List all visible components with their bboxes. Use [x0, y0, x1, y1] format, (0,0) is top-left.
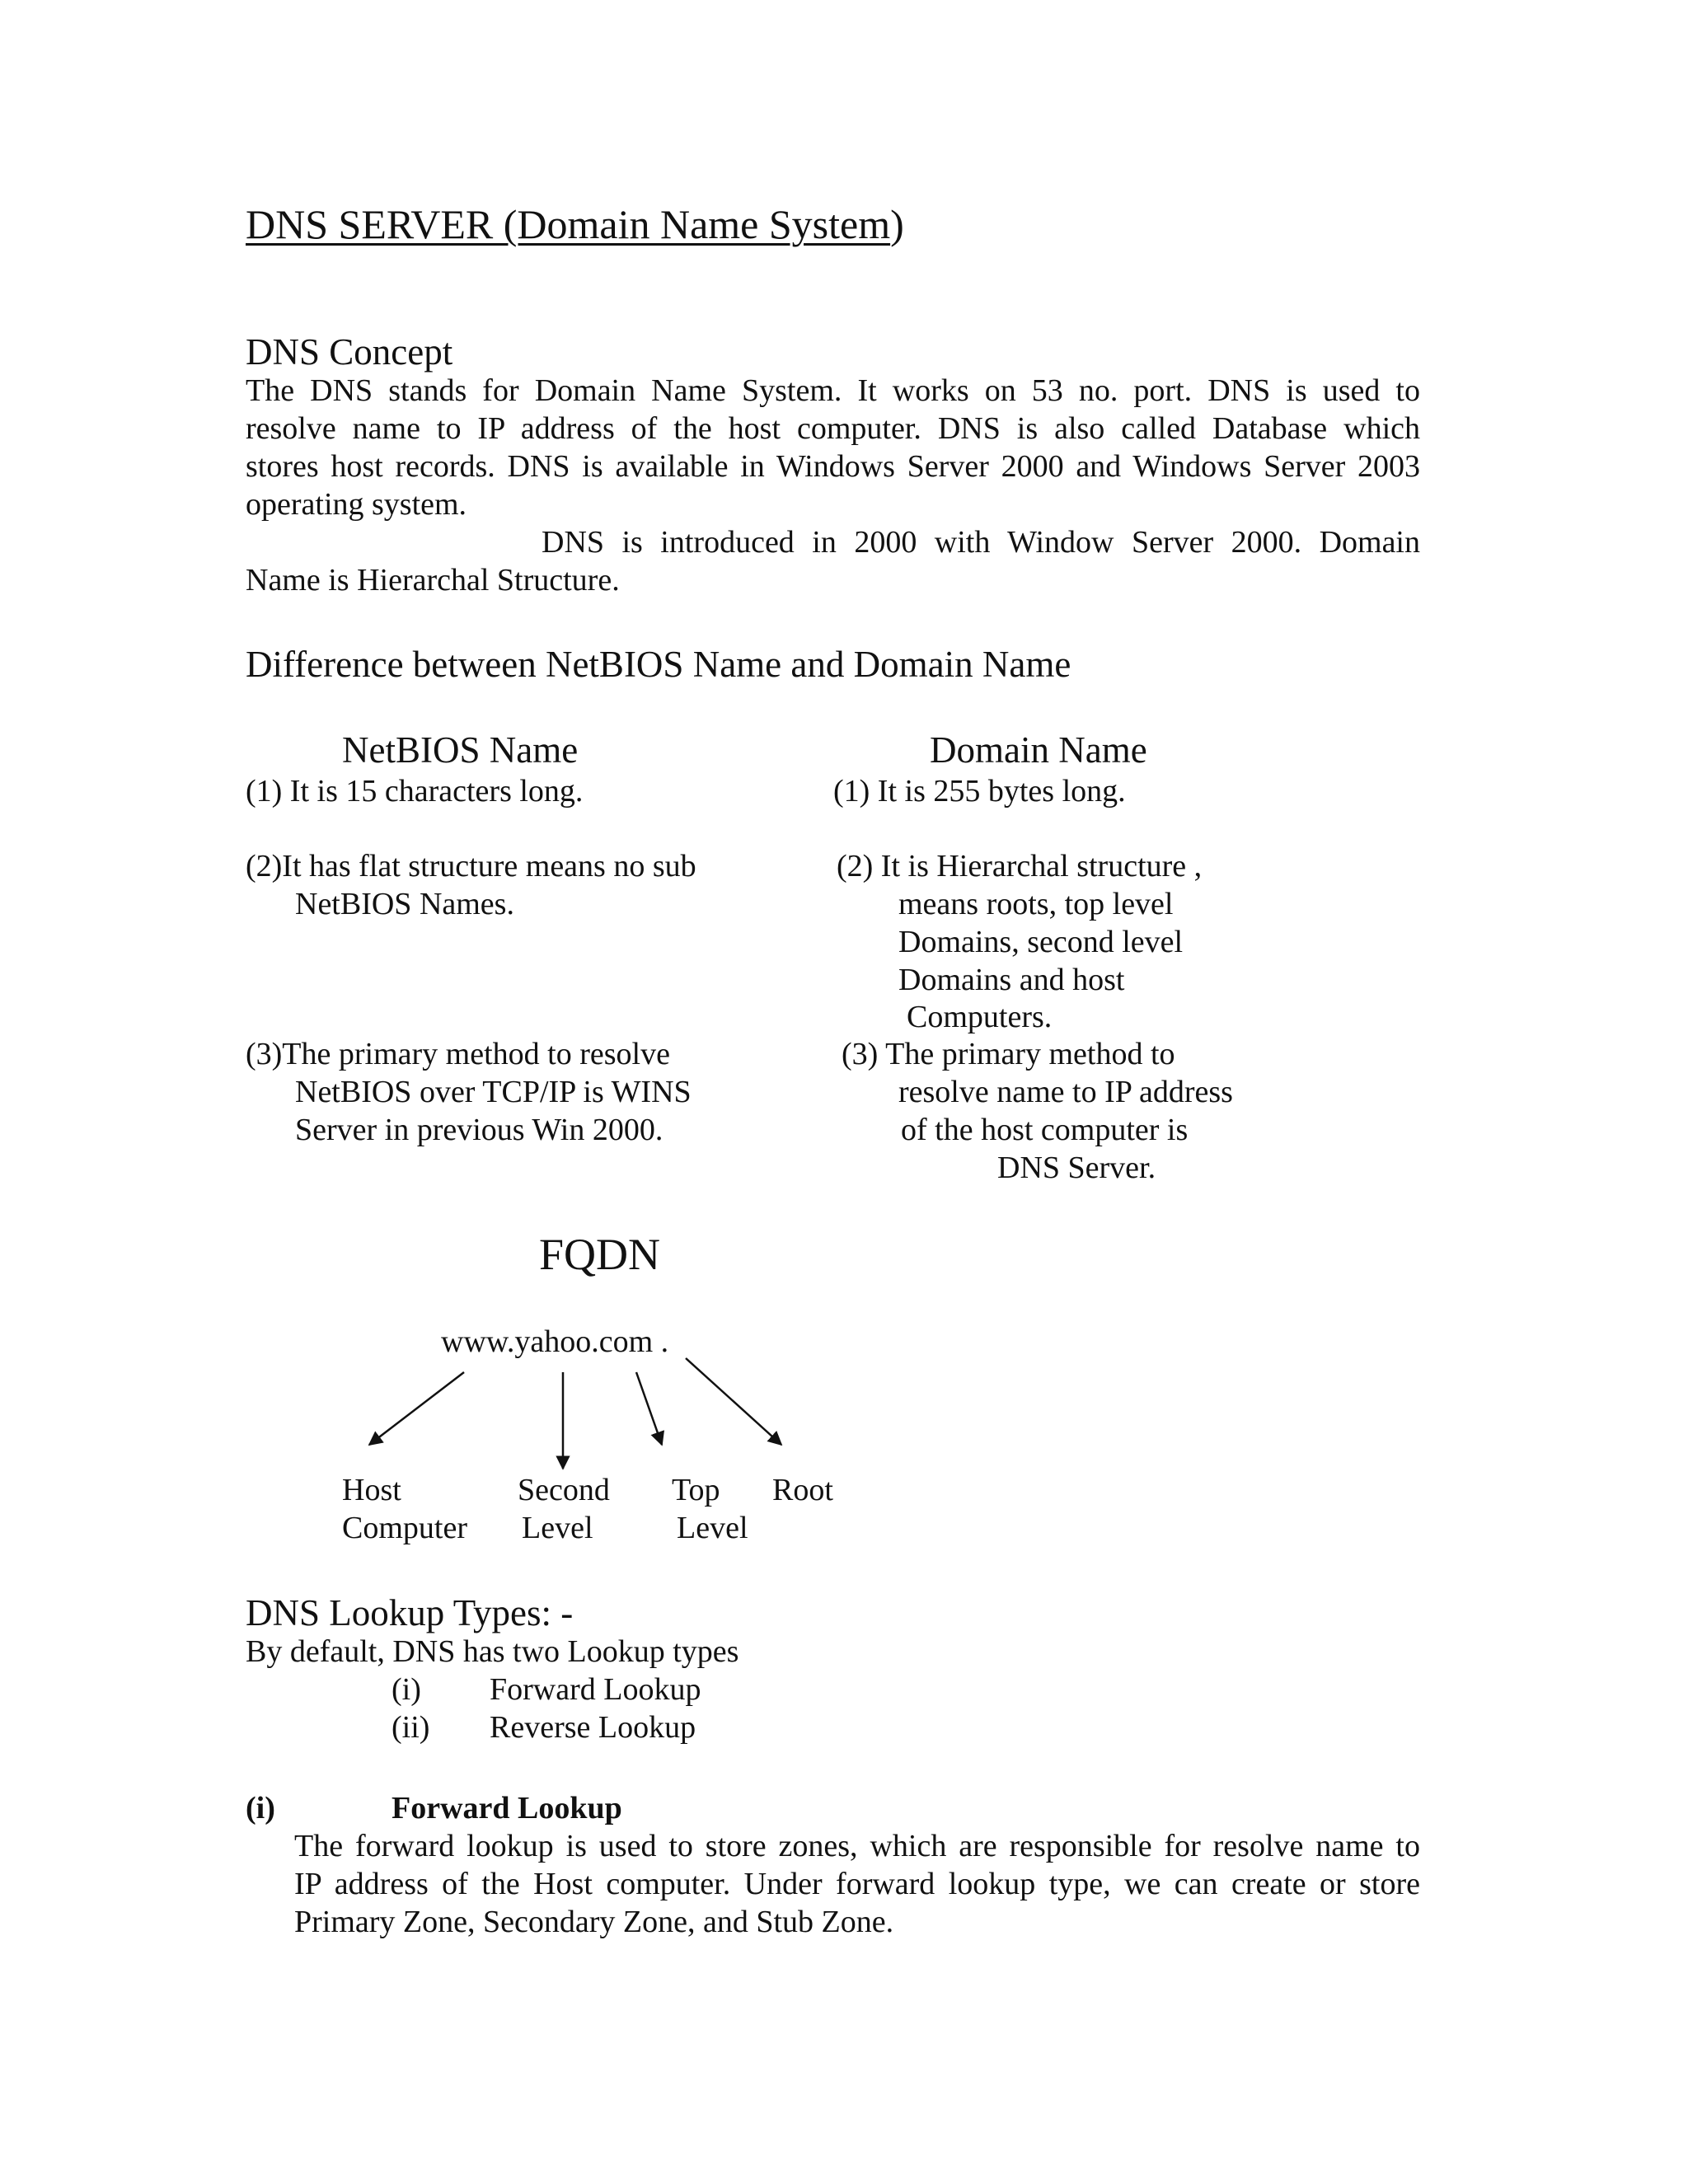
concept-line: DNS is introduced in 2000 with Window Server 2000. Domain [542, 525, 1420, 560]
forward-line: Primary Zone, Secondary Zone, and Stub Zone. [294, 1905, 894, 1939]
fqdn-label-second: Second [518, 1473, 610, 1507]
domain-point-1: (1) It is 255 bytes long. [833, 774, 1126, 808]
forward-line: IP address of the Host computer. Under forward lookup type, we can create or store [294, 1867, 1420, 1901]
lookup-heading: DNS Lookup Types: - [246, 1592, 574, 1633]
difference-heading: Difference between NetBIOS Name and Domain Name [246, 644, 1071, 685]
lookup-intro: By default, DNS has two Lookup types [246, 1634, 739, 1669]
domain-point-2-cont: means roots, top level [898, 887, 1174, 921]
concept-line: operating system. [246, 487, 467, 522]
netbios-point-3-cont: NetBIOS over TCP/IP is WINS [295, 1075, 692, 1109]
fqdn-label-top-2: Level [677, 1511, 748, 1545]
netbios-point-1: (1) It is 15 characters long. [246, 774, 584, 808]
forward-line: The forward lookup is used to store zones, which are responsible for resolve name to [294, 1829, 1420, 1863]
concept-line: stores host records. DNS is available in Windows Server 2000 and Windows Server 2003 [246, 449, 1420, 484]
concept-heading: DNS Concept [246, 331, 453, 373]
fqdn-example: www.yahoo.com . [441, 1324, 669, 1359]
forward-section-heading: Forward Lookup [392, 1791, 622, 1825]
netbios-point-2-cont: NetBIOS Names. [295, 887, 514, 921]
domain-column-header: Domain Name [930, 729, 1147, 771]
lookup-item-label: Reverse Lookup [490, 1710, 696, 1745]
netbios-point-2: (2)It has flat structure means no sub [246, 849, 696, 883]
domain-point-3-cont: DNS Server. [997, 1151, 1156, 1185]
netbios-column-header: NetBIOS Name [342, 729, 579, 771]
arrow-to-top-level [636, 1372, 662, 1445]
arrow-to-host-computer [369, 1372, 464, 1445]
lookup-item-num: (i) [392, 1672, 421, 1707]
concept-line: Name is Hierarchal Structure. [246, 563, 620, 598]
domain-point-2: (2) It is Hierarchal structure , [837, 849, 1203, 883]
fqdn-label-second-2: Level [522, 1511, 593, 1545]
arrow-to-root [686, 1358, 781, 1445]
fqdn-label-root: Root [772, 1473, 833, 1507]
domain-point-3-cont: of the host computer is [901, 1113, 1189, 1147]
concept-line: resolve name to IP address of the host computer. DNS is also called Database which [246, 411, 1420, 446]
domain-point-3: (3) The primary method to [842, 1037, 1175, 1071]
netbios-point-3: (3)The primary method to resolve [246, 1037, 670, 1071]
domain-point-2-cont: Computers. [907, 1000, 1053, 1034]
domain-point-3-cont: resolve name to IP address [898, 1075, 1233, 1109]
forward-section-num: (i) [246, 1791, 275, 1825]
domain-point-2-cont: Domains and host [898, 963, 1125, 997]
lookup-item-label: Forward Lookup [490, 1672, 701, 1707]
fqdn-label-top: Top [672, 1473, 720, 1507]
fqdn-label-host-2: Computer [342, 1511, 467, 1545]
page-title-tail: ) [890, 201, 904, 247]
fqdn-label-host: Host [342, 1473, 401, 1507]
fqdn-heading: FQDN [539, 1230, 661, 1279]
lookup-item-num: (ii) [392, 1710, 430, 1745]
concept-line: The DNS stands for Domain Name System. It works on 53 no. port. DNS is used to [246, 373, 1420, 408]
domain-point-2-cont: Domains, second level [898, 925, 1184, 959]
forward-paragraph [294, 1827, 1420, 1941]
page-title-underlined: DNS SERVER (Domain Name System [246, 201, 891, 247]
netbios-point-3-cont: Server in previous Win 2000. [295, 1113, 663, 1147]
